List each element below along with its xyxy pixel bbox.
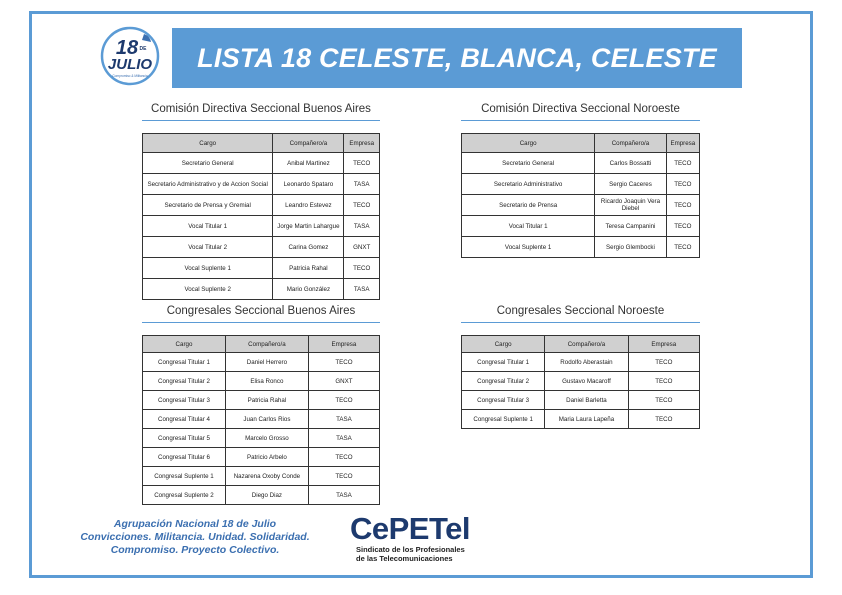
table-cd-buenos-aires	[142, 133, 380, 300]
brand-sub-2: de las Telecomunicaciones	[356, 554, 453, 563]
table-row	[462, 237, 700, 258]
table-row	[462, 353, 700, 372]
table-cg-noroeste	[461, 335, 700, 429]
col-header-empresa: Empresa	[666, 134, 699, 153]
cell-empresa: TASA	[308, 410, 379, 429]
section-cg-noroeste	[461, 305, 700, 429]
table-row	[462, 410, 700, 429]
cell-companero: Nazarena Oxoby Conde	[225, 467, 308, 486]
cell-cargo: Vocal Suplente 2	[143, 279, 273, 300]
col-header-cargo: Cargo	[143, 134, 273, 153]
table-row	[143, 391, 380, 410]
cell-cargo: Secretario General	[143, 153, 273, 174]
table-cd-noroeste	[461, 133, 700, 258]
table-row	[143, 216, 380, 237]
cell-companero: Patricia Rahal	[273, 258, 344, 279]
cell-cargo: Secretario Administrativo y de Accion Social	[143, 174, 273, 195]
cell-empresa: TECO	[628, 353, 699, 372]
table-row	[143, 258, 380, 279]
cell-empresa: TECO	[344, 258, 380, 279]
cell-companero: Patricia Rahal	[225, 391, 308, 410]
cell-cargo: Congresal Titular 1	[143, 353, 226, 372]
cell-empresa: TASA	[308, 429, 379, 448]
cell-empresa: TECO	[666, 195, 699, 216]
section-title: Comisión Directiva Seccional Noroeste	[461, 103, 700, 121]
cell-companero: Leandro Estevez	[273, 195, 344, 216]
cell-empresa: TECO	[666, 153, 699, 174]
cell-cargo: Secretario de Prensa y Gremial	[143, 195, 273, 216]
cell-empresa: TECO	[308, 391, 379, 410]
cell-empresa: TECO	[308, 467, 379, 486]
table-row	[143, 195, 380, 216]
cell-companero: Gustavo Macaroff	[545, 372, 628, 391]
cell-empresa: TECO	[666, 216, 699, 237]
col-header-cargo: Cargo	[462, 134, 595, 153]
footer-line-3: Compromiso. Proyecto Colectivo.	[110, 544, 280, 556]
table-row	[143, 372, 380, 391]
cell-empresa: TECO	[628, 410, 699, 429]
cell-empresa: TECO	[308, 448, 379, 467]
col-header-companero: Compañero/a	[273, 134, 344, 153]
section-cg-buenos-aires	[142, 305, 380, 505]
cell-companero: Carlos Bossatti	[595, 153, 666, 174]
cell-empresa: TECO	[344, 195, 380, 216]
cell-cargo: Secretario Administrativo	[462, 174, 595, 195]
table-row	[143, 448, 380, 467]
cell-cargo: Secretario de Prensa	[462, 195, 595, 216]
table-row	[143, 237, 380, 258]
table-row	[143, 279, 380, 300]
table-row	[462, 153, 700, 174]
footer-slogan	[70, 518, 320, 557]
table-row	[143, 353, 380, 372]
col-header-empresa: Empresa	[628, 336, 699, 353]
cell-companero: Rodolfo Aberastain	[545, 353, 628, 372]
cell-empresa: GNXT	[344, 237, 380, 258]
cell-cargo: Congresal Titular 5	[143, 429, 226, 448]
cell-companero: Juan Carlos Rios	[225, 410, 308, 429]
cell-empresa: TASA	[344, 216, 380, 237]
cell-empresa: TECO	[344, 153, 380, 174]
cell-cargo: Vocal Titular 1	[143, 216, 273, 237]
cell-cargo: Congresal Titular 6	[143, 448, 226, 467]
table-row	[462, 195, 700, 216]
logo-word: JULIO	[107, 56, 153, 73]
brand-name: CePETel	[350, 511, 470, 546]
cell-cargo: Secretario General	[462, 153, 595, 174]
cell-cargo: Congresal Titular 2	[462, 372, 545, 391]
cell-empresa: TASA	[344, 174, 380, 195]
cell-companero: Mario González	[273, 279, 344, 300]
page-title: LISTA 18 CELESTE, BLANCA, CELESTE	[197, 42, 717, 73]
cell-companero: Anibal Martinez	[273, 153, 344, 174]
table-row	[143, 429, 380, 448]
table-row	[143, 153, 380, 174]
cell-companero: Marcelo Grosso	[225, 429, 308, 448]
table-row	[143, 467, 380, 486]
cell-companero: Jorge Martin Lahargue	[273, 216, 344, 237]
cell-companero: Teresa Campanini	[595, 216, 666, 237]
cell-companero: Patricio Arbelo	[225, 448, 308, 467]
title-bar	[172, 28, 742, 88]
cell-companero: Sergio Glembocki	[595, 237, 666, 258]
cell-companero: Daniel Barletta	[545, 391, 628, 410]
table-row	[143, 486, 380, 505]
cell-cargo: Congresal Titular 3	[143, 391, 226, 410]
cell-empresa: TASA	[344, 279, 380, 300]
cell-cargo: Vocal Suplente 1	[143, 258, 273, 279]
table-row	[143, 174, 380, 195]
logo	[100, 26, 160, 86]
section-title: Congresales Seccional Noroeste	[461, 305, 700, 323]
cell-companero: Ricardo Joaquin Vera Diebel	[595, 195, 666, 216]
cell-empresa: GNXT	[308, 372, 379, 391]
logo-de: DE	[139, 46, 147, 52]
cell-cargo: Congresal Titular 3	[462, 391, 545, 410]
cell-cargo: Congresal Titular 4	[143, 410, 226, 429]
col-header-empresa: Empresa	[308, 336, 379, 353]
col-header-companero: Compañero/a	[225, 336, 308, 353]
table-row	[462, 372, 700, 391]
cell-empresa: TECO	[308, 353, 379, 372]
cell-empresa: TECO	[666, 174, 699, 195]
cell-cargo: Vocal Titular 1	[462, 216, 595, 237]
col-header-cargo: Cargo	[462, 336, 545, 353]
cell-cargo: Congresal Suplente 1	[462, 410, 545, 429]
cell-empresa: TECO	[628, 372, 699, 391]
cell-companero: Daniel Herrero	[225, 353, 308, 372]
footer-line-1: Agrupación Nacional 18 de Julio	[113, 518, 277, 530]
col-header-cargo: Cargo	[143, 336, 226, 353]
col-header-companero: Compañero/a	[595, 134, 666, 153]
logo-number: 18	[115, 37, 139, 59]
cell-empresa: TECO	[666, 237, 699, 258]
table-row	[462, 391, 700, 410]
cepetel-logo	[350, 512, 500, 563]
cell-companero: Carina Gomez	[273, 237, 344, 258]
section-cd-noroeste	[461, 103, 700, 258]
cell-cargo: Vocal Titular 2	[143, 237, 273, 258]
section-cd-buenos-aires	[142, 103, 380, 300]
table-row	[143, 410, 380, 429]
cell-cargo: Congresal Suplente 1	[143, 467, 226, 486]
cell-empresa: TECO	[628, 391, 699, 410]
section-title: Comisión Directiva Seccional Buenos Aires	[142, 103, 380, 121]
cell-cargo: Vocal Suplente 1	[462, 237, 595, 258]
section-title: Congresales Seccional Buenos Aires	[142, 305, 380, 323]
cell-cargo: Congresal Suplente 2	[143, 486, 226, 505]
footer-line-2: Convicciones. Militancia. Unidad. Solidaridad.	[80, 531, 310, 543]
cell-empresa: TASA	[308, 486, 379, 505]
cell-companero: Diego Diaz	[225, 486, 308, 505]
table-cg-buenos-aires	[142, 335, 380, 505]
cell-cargo: Congresal Titular 1	[462, 353, 545, 372]
cell-companero: Elisa Ronco	[225, 372, 308, 391]
cell-companero: Leonardo Spataro	[273, 174, 344, 195]
logo-tagline: Compromiso & Militancia	[112, 74, 148, 78]
col-header-empresa: Empresa	[344, 134, 380, 153]
cell-companero: Sergio Caceres	[595, 174, 666, 195]
brand-sub-1: Sindicato de los Profesionales	[356, 545, 465, 554]
table-row	[462, 174, 700, 195]
table-row	[462, 216, 700, 237]
col-header-companero: Compañero/a	[545, 336, 628, 353]
cell-cargo: Congresal Titular 2	[143, 372, 226, 391]
cell-companero: Maria Laura Lapeña	[545, 410, 628, 429]
